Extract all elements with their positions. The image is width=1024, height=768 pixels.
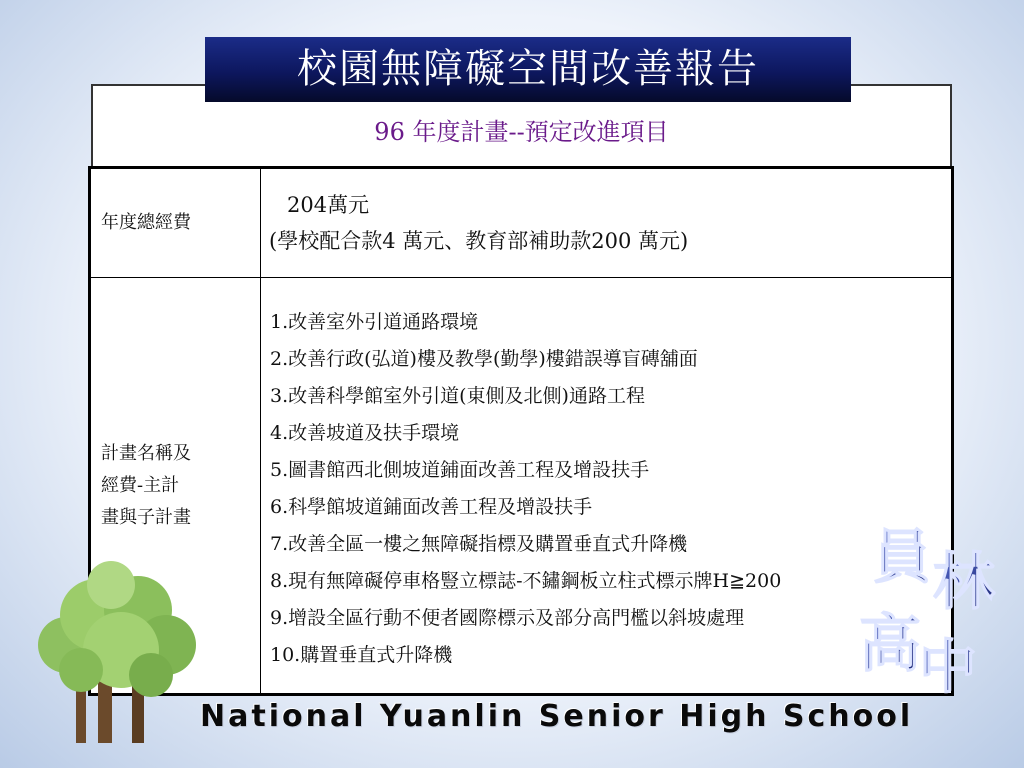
budget-label: 年度總經費: [90, 168, 261, 278]
list-item: 2.改善行政(弘道)樓及教學(勤學)樓錯誤導盲磚舖面: [270, 347, 698, 370]
page-subtitle: 96 年度計畫--預定改進項目: [374, 118, 669, 146]
list-item: 5.圖書館西北側坡道鋪面改善工程及增設扶手: [270, 458, 650, 481]
plan-items-cell: [261, 278, 953, 695]
school-name-footer: National Yuanlin Senior High School: [200, 699, 914, 734]
logo-char: 高: [859, 607, 922, 680]
plan-items-list: [270, 304, 951, 674]
list-item: 4.改善坡道及扶手環境: [270, 421, 460, 444]
logo-char: 中: [919, 633, 978, 695]
list-item: 3.改善科學館室外引道(東側及北側)通路工程: [270, 384, 645, 407]
list-item: 9.增設全區行動不便者國際標示及部分高門檻以斜坡處理: [270, 606, 745, 629]
budget-detail: (學校配合款4 萬元、教育部補助款200 萬元): [269, 229, 689, 253]
page-title: 校園無障礙空間改善報告: [205, 37, 851, 102]
school-calligraphy-logo: [855, 515, 1020, 699]
table-row: [90, 278, 953, 695]
plan-label-line: 經費-主計: [101, 474, 180, 496]
plan-label-line: 計畫名稱及: [101, 442, 191, 464]
table-row: [90, 168, 953, 278]
plan-label-line: 畫與子計畫: [101, 506, 191, 528]
tree-illustration: [26, 555, 201, 749]
list-item: 8.現有無障礙停車格豎立標誌-不鏽鋼板立柱式標示牌H≧200: [270, 569, 782, 592]
list-item: 6.科學館坡道鋪面改善工程及增設扶手: [270, 495, 593, 518]
list-item: 7.改善全區一樓之無障礙指標及購置垂直式升降機: [270, 532, 688, 555]
budget-amount: 204萬元: [287, 193, 370, 217]
logo-char: 林: [933, 545, 996, 618]
list-item: 1.改善室外引道通路環境: [270, 310, 479, 333]
budget-value-cell: [261, 168, 953, 278]
logo-char: 員: [873, 523, 932, 591]
list-item: 10.購置垂直式升降機: [270, 643, 453, 666]
plan-table: [88, 166, 954, 696]
